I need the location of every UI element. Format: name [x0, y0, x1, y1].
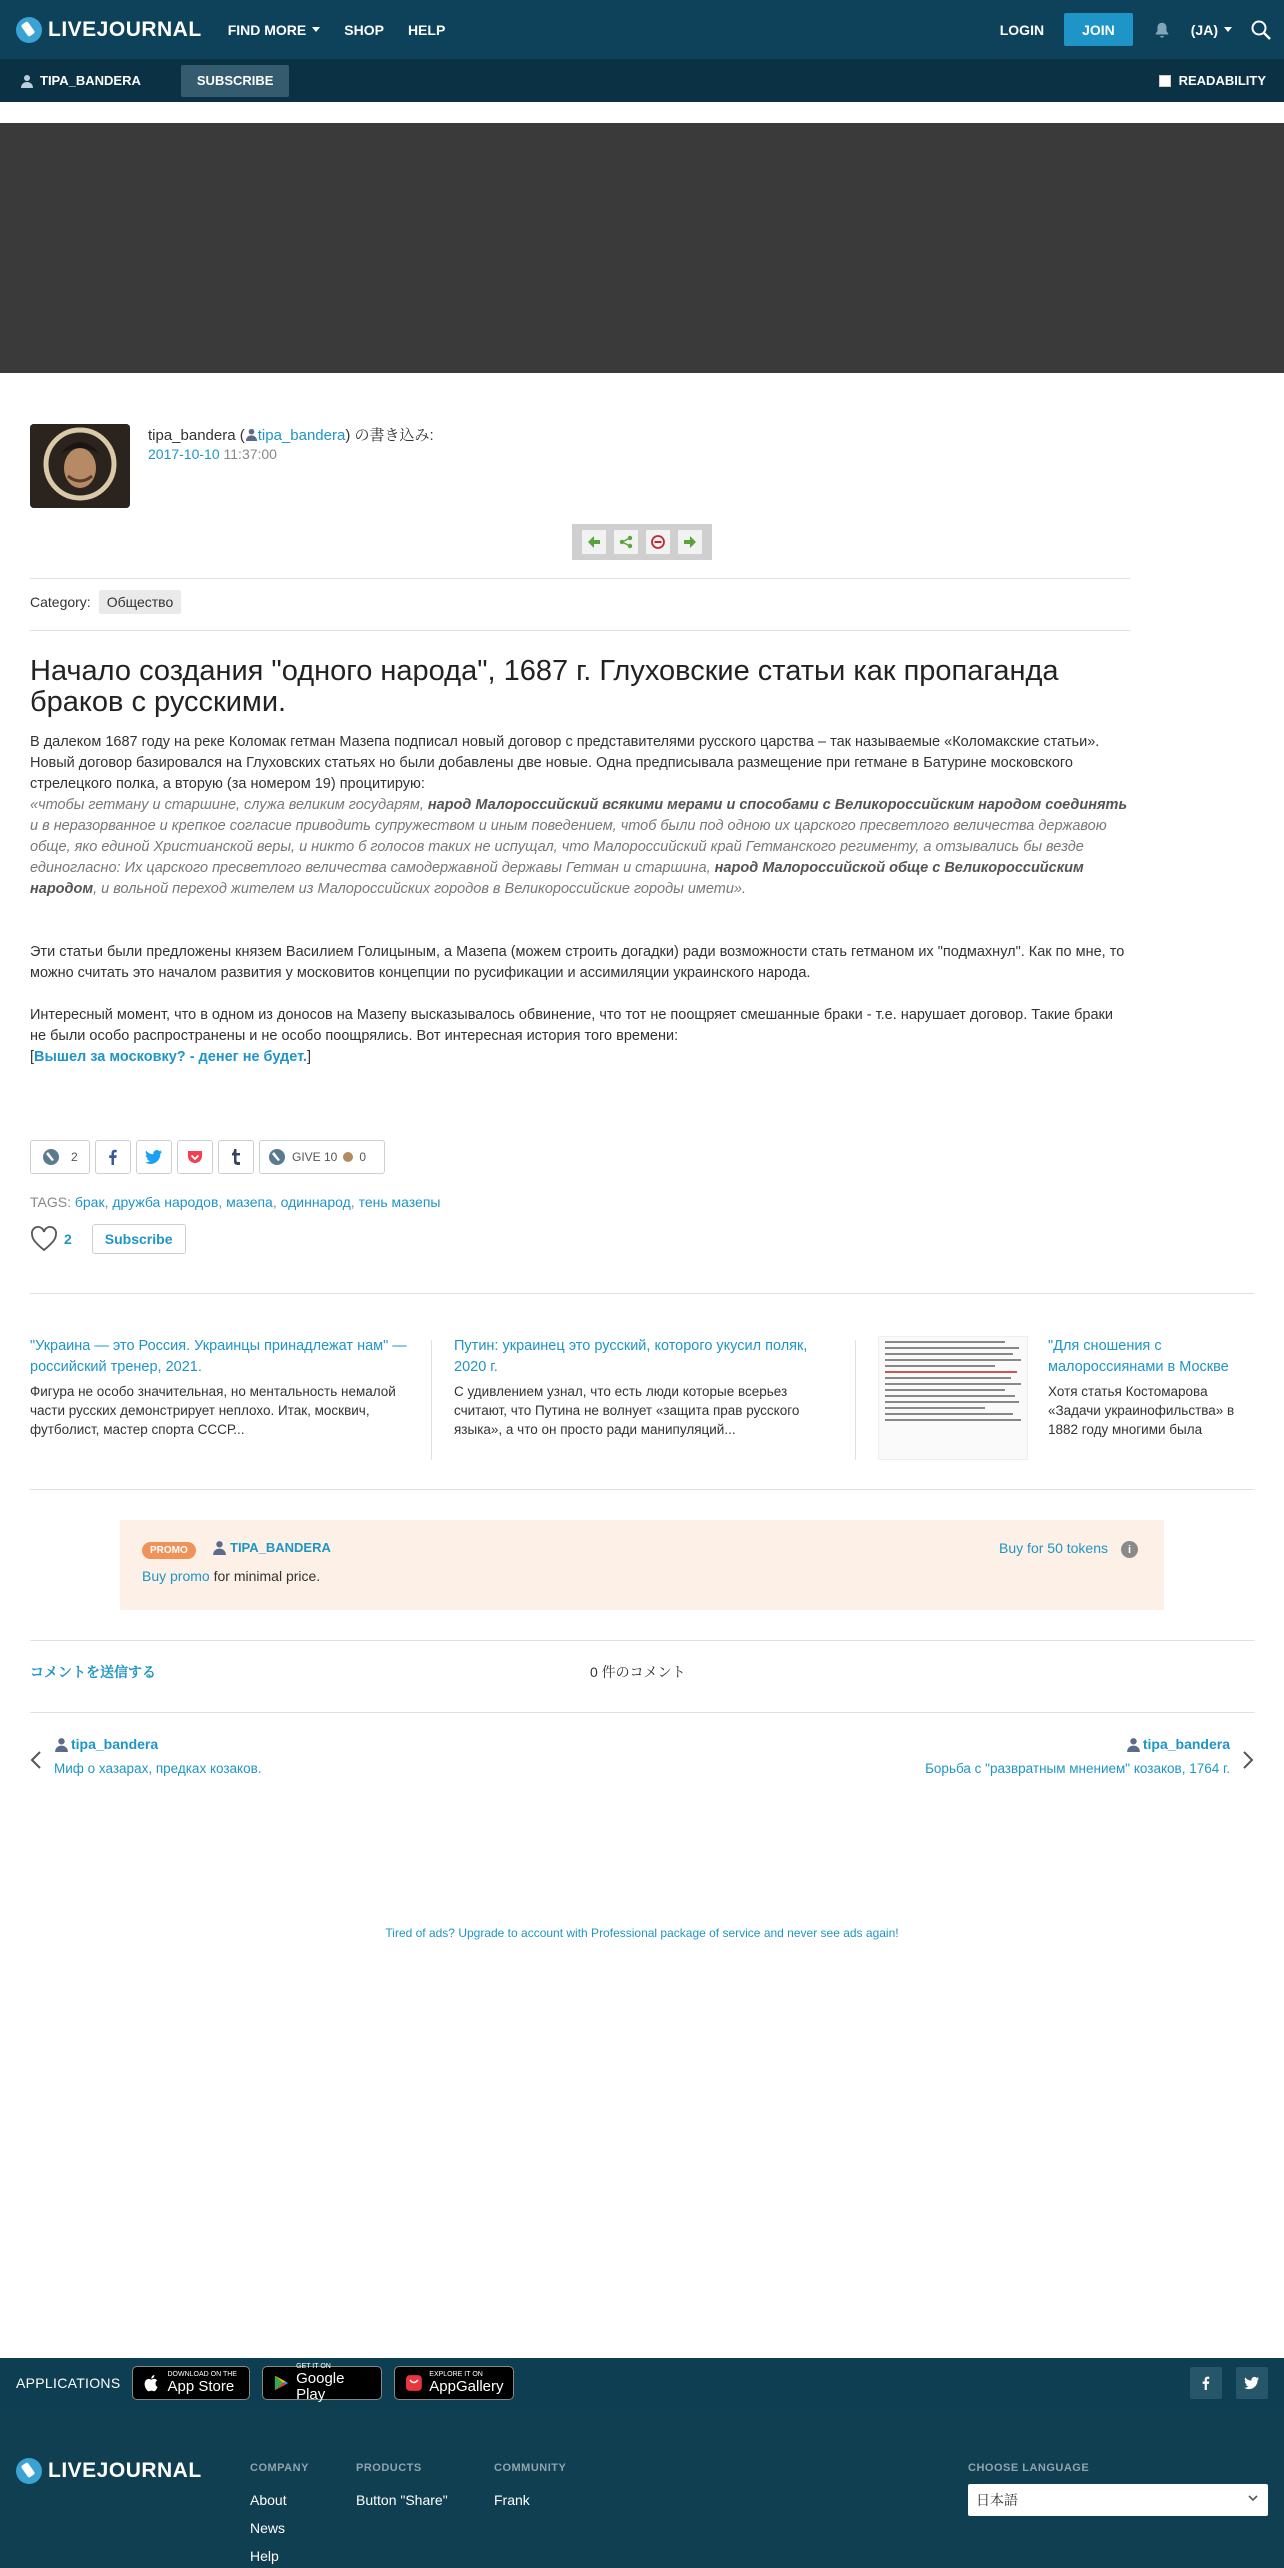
post-time: 11:37:00 [223, 446, 277, 462]
post-category [30, 590, 181, 614]
document-line [885, 1359, 1021, 1361]
store-name: App Store [167, 2378, 235, 2395]
author-link[interactable]: tipa_bandera [257, 427, 346, 444]
footer-products-column [356, 2462, 448, 2520]
facebook-icon [105, 1149, 121, 1165]
arrow-right-icon [683, 535, 697, 549]
share-row [30, 1140, 390, 1174]
previous-post[interactable] [30, 1736, 262, 1776]
chevron-down-icon [312, 27, 320, 32]
promo-suffix: for minimal price. [209, 1568, 321, 1584]
journal-bar [0, 59, 1284, 102]
chevron-down-icon [1224, 27, 1232, 32]
facebook-share-button[interactable] [95, 1140, 131, 1174]
document-line [885, 1419, 1021, 1421]
document-line [885, 1389, 1005, 1391]
footer-column-heading: CHOOSE LANGUAGE [968, 2462, 1090, 2474]
related-post[interactable] [454, 1336, 839, 1439]
post-paragraph [30, 1005, 1130, 1068]
readability-checkbox[interactable] [1159, 75, 1171, 87]
post-comment-link[interactable]: コメントを送信する [30, 1664, 156, 1680]
chevron-left-icon[interactable] [30, 1750, 42, 1770]
google-play-icon [273, 2374, 290, 2392]
quote-bold: народ Малороссийской обще с Великороссийским народом [30, 860, 1084, 897]
post-paragraph: Эти статьи были предложены князем Василием Голицыным, а Мазепа (можем строить догадки) ради возможности стать гетманом их "подмахнул". Как по мне, то можно считать это началом развития у московитов концепции по русификации и ассимиляции украинского народа. [30, 944, 1125, 981]
store-small-text: EXPLORE IT ON [429, 2371, 483, 2378]
document-line [885, 1341, 1005, 1343]
nav-find-more[interactable] [228, 22, 321, 38]
footer-help-link[interactable]: Help [250, 2548, 279, 2564]
appgallery-icon [405, 2374, 423, 2392]
document-line [885, 1413, 1013, 1415]
nav-help[interactable]: HELP [407, 21, 446, 38]
applications-label: APPLICATIONS [16, 2375, 121, 2391]
related-post-title[interactable]: "Украина — это Россия. Украинцы принадлежат нам" — российский тренер, 2021. [30, 1338, 407, 1375]
post-body [30, 732, 1130, 1068]
prev-post-user[interactable] [54, 1736, 158, 1752]
twitter-icon [145, 1149, 163, 1165]
document-line [885, 1365, 995, 1367]
document-line [885, 1401, 1019, 1403]
chevron-right-icon[interactable] [1242, 1750, 1254, 1770]
share-button[interactable] [614, 530, 638, 554]
divider [30, 1712, 1254, 1713]
related-post-text: Хотя статья Костомарова «Задачи украинофильства» в 1882 году многими была [1048, 1384, 1235, 1437]
related-post-title[interactable]: Путин: украинец это русский, которого укусил поляк, 2020 г. [454, 1338, 808, 1375]
footer-twitter-button[interactable] [1236, 2367, 1268, 2399]
post-author-line: tipa_bandera ( tipa_bandera) の書き込み: [148, 427, 434, 444]
store-small-text: GET IT ON [296, 2363, 331, 2370]
author-avatar[interactable] [30, 424, 130, 508]
footer-column-heading: COMPANY [250, 2462, 309, 2474]
divider [30, 1293, 1254, 1294]
tumblr-share-button[interactable] [218, 1140, 254, 1174]
bracket: [ [30, 1049, 35, 1065]
footer-news-link[interactable]: News [250, 2520, 286, 2536]
tag-link[interactable]: одиннарод [280, 1194, 351, 1210]
logo-text: LIVEJOURNAL [48, 2459, 202, 2482]
tumblr-icon [230, 1149, 242, 1165]
post-navigation [572, 524, 712, 560]
divider [431, 1340, 432, 1460]
readability-label: READABILITY [1178, 73, 1266, 88]
top-header [0, 0, 1284, 59]
post-paragraph-text: Интересный момент, что в одном из доносов на Мазепу высказывалось обвинение, что тот не поощряет смешанные браки - т.е. нарушает договор. Такие браки не были особо распространены и не особо поощрялись. Вот интересная история того времени: [30, 1007, 1113, 1044]
document-line [885, 1395, 1015, 1397]
next-entry-button[interactable] [678, 530, 702, 554]
promo-user-link[interactable] [212, 1540, 331, 1555]
twitter-icon [1244, 2376, 1260, 2390]
divider [30, 578, 1130, 579]
related-post[interactable] [30, 1336, 415, 1439]
comments-row [30, 1660, 1254, 1684]
quote-text: «чтобы гетману и старшине, служа великим государям, [30, 797, 424, 813]
quote-text: и в неразорванное и крепкое согласие приводить супружеством и иным поведением, чтоб были под одною их царского пресветлого величества державою обще, яко единой Христианской веры, и никто б голосов таких не испущал, что Малороссийский край Гетманского регименту, а отзывались бы везде единогласно: Их царского пресветлого величества самодержавной державы Гетман и старшина, [30, 818, 1107, 876]
journal-subscribe-button[interactable]: SUBSCRIBE [181, 65, 290, 97]
language-select[interactable] [968, 2484, 1268, 2516]
document-line [885, 1377, 1011, 1379]
tag-link[interactable]: дружба народов [112, 1194, 219, 1210]
store-name: AppGallery [429, 2378, 504, 2395]
divider [30, 1640, 1254, 1641]
divider [30, 1489, 1254, 1490]
footer-about-link[interactable]: About [250, 2492, 287, 2508]
readability-toggle[interactable] [1159, 73, 1266, 88]
logo-text: LIVEJOURNAL [48, 17, 202, 41]
footer-column-heading: COMMUNITY [494, 2462, 567, 2474]
related-post[interactable] [1048, 1336, 1254, 1439]
related-post-thumbnail[interactable] [878, 1336, 1028, 1460]
user-icon [20, 74, 34, 88]
lj-logo-icon [268, 1148, 286, 1166]
promo-username: TIPA_BANDERA [230, 1540, 331, 1555]
tag-link[interactable]: тень мазепы [358, 1194, 441, 1210]
login-link[interactable]: LOGIN [999, 21, 1045, 38]
next-post-title[interactable]: Борьба с "развратным мнением" козаков, 1764 г. [925, 1760, 1230, 1776]
document-line [885, 1407, 985, 1409]
avatar-image [30, 424, 130, 508]
facebook-icon [1199, 2376, 1213, 2390]
post-quote [30, 795, 1130, 900]
share-icon [619, 535, 633, 549]
subscribe-button[interactable]: Subscribe [92, 1224, 186, 1254]
language-select-value: 日本語 [976, 2492, 1018, 2508]
buy-promo-link[interactable]: Buy promo [142, 1568, 210, 1584]
language-label: (JA) [1190, 21, 1218, 38]
nav-find-more-label: FIND MORE [227, 21, 307, 38]
user-icon [245, 428, 258, 441]
buy-tokens-link[interactable]: Buy for 50 tokens [999, 1540, 1108, 1556]
document-line [885, 1353, 1013, 1355]
post-date-link[interactable]: 2017-10-10 [148, 446, 220, 462]
user-icon [54, 1737, 69, 1752]
info-icon[interactable]: i [1121, 1541, 1138, 1558]
tag-link[interactable]: брак [74, 1194, 105, 1210]
give-tokens-button[interactable] [259, 1140, 385, 1174]
coin-icon [343, 1152, 353, 1162]
ad-banner[interactable] [0, 123, 1284, 373]
pocket-share-button[interactable] [177, 1140, 213, 1174]
tag-link[interactable]: мазепа [226, 1194, 273, 1210]
promo-text [142, 1568, 320, 1584]
lj-logo-icon [42, 1148, 60, 1166]
document-line [885, 1347, 1019, 1349]
related-post-title[interactable]: "Для сношения с малороссиянами в Москве [1048, 1338, 1229, 1375]
top-right-controls [1000, 0, 1284, 59]
prev-post-username: tipa_bandera [71, 1736, 159, 1752]
appgallery-button[interactable] [394, 2366, 514, 2400]
flag-button[interactable] [646, 530, 670, 554]
user-icon [1126, 1737, 1141, 1752]
journal-user-link[interactable] [20, 73, 141, 88]
arrow-left-icon [587, 535, 601, 549]
comment-count: 0 件のコメント [590, 1664, 686, 1680]
language-switch[interactable] [1191, 22, 1232, 38]
footer-column-heading: PRODUCTS [356, 2462, 422, 2474]
like-row [30, 1224, 186, 1254]
next-post-user[interactable] [1126, 1736, 1230, 1752]
join-button[interactable]: JOIN [1064, 13, 1133, 46]
pocket-icon [187, 1150, 203, 1165]
top-nav [216, 22, 458, 38]
tags-label: TAGS: [30, 1194, 71, 1210]
footer [0, 2408, 1284, 2568]
quote-bold: народ Малороссийский всякими мерами и способами с Великороссийским народом соединять [427, 797, 1128, 813]
search-icon[interactable] [1250, 19, 1272, 41]
give-label: GIVE 10 [292, 1150, 338, 1164]
store-name: Google Play [296, 2370, 345, 2403]
google-play-button[interactable] [262, 2363, 382, 2403]
category-tag[interactable]: Общество [99, 590, 182, 614]
post-title: Начало создания "одного народа", 1687 г. Глуховские статьи как пропаганда браков с русскими. [30, 655, 1059, 718]
apple-icon [143, 2374, 161, 2392]
journal-username: TIPA_BANDERA [40, 73, 141, 88]
document-line [885, 1383, 1021, 1385]
like-count[interactable]: 2 [64, 1231, 72, 1247]
heart-icon[interactable] [30, 1226, 58, 1252]
user-icon [212, 1540, 227, 1555]
bracket: ] [306, 1049, 311, 1065]
related-post-text: Фигура не особо значительная, но ментальность немалой части русских демонстрирует неплохо. Итак, москвич, футболист, мастер спорта СССР... [30, 1384, 396, 1437]
promo-badge: PROMO [142, 1542, 196, 1559]
post-paragraph: В далеком 1687 году на реке Коломак гетман Мазепа подписал новый договор с представителями русского царства – так называемые «Коломакские статьи». Новый договор базировался на Глуховских статьях но были добавлены две новые. Одна предписывала размещение при гетмане в Батурине московского стрелецкого полка, а вторую (за номером 19) процитирую: [30, 734, 1100, 792]
twitter-share-button[interactable] [136, 1140, 172, 1174]
livejournal-logo-icon [16, 2458, 42, 2484]
lj-repost-button[interactable] [30, 1140, 90, 1174]
related-post-text: С удивлением узнал, что есть люди которые всерьез считают, что Путина не волнует «защита прав русского языка», а что он просто ради манипуляций... [454, 1384, 800, 1437]
bell-icon[interactable] [1153, 21, 1171, 39]
livejournal-logo-icon [16, 17, 42, 43]
chevron-down-icon [1248, 2493, 1258, 2503]
related-posts [30, 1336, 1254, 1460]
post-tags: TAGS: брак, дружба народов, мазепа, одиннарод, тень мазепы [30, 1194, 441, 1210]
post-inline-link[interactable]: Вышел за московку? - денег не будет. [34, 1049, 307, 1065]
footer-community-column [494, 2462, 566, 2520]
divider [30, 630, 1130, 631]
next-post[interactable] [925, 1736, 1254, 1776]
livejournal-logo[interactable] [16, 17, 202, 43]
document-line [885, 1371, 1017, 1373]
prev-post-title[interactable]: Миф о хазарах, предках козаков. [54, 1760, 262, 1776]
no-ads-upgrade-link[interactable]: Tired of ads? Upgrade to account with Professional package of service and never see ads again! [385, 1926, 899, 1940]
footer-company-column [250, 2462, 309, 2568]
app-store-button[interactable] [132, 2366, 250, 2400]
repost-count: 2 [70, 1150, 78, 1164]
footer-share-button-link[interactable]: Button "Share" [356, 2492, 448, 2508]
prev-entry-button[interactable] [582, 530, 606, 554]
store-small-text: DOWNLOAD ON THE [167, 2371, 237, 2378]
footer-facebook-button[interactable] [1190, 2367, 1222, 2399]
block-icon [651, 535, 665, 549]
quote-text: , и вольной переход жителем из Малороссийских городов в Великороссийские городы имети». [93, 881, 746, 897]
author-suffix: ) の書き込み: [345, 427, 434, 444]
category-label: Category: [30, 594, 91, 610]
footer-logo[interactable] [16, 2458, 202, 2484]
divider [855, 1340, 856, 1460]
promo-block [120, 1520, 1164, 1610]
give-count: 0 [359, 1150, 367, 1164]
applications-bar [0, 2358, 1284, 2408]
next-post-username: tipa_bandera [1142, 1736, 1230, 1752]
nav-shop[interactable]: SHOP [344, 21, 384, 38]
author-name: tipa_bandera [148, 427, 236, 444]
footer-frank-link[interactable]: Frank [494, 2492, 530, 2508]
post-date [148, 446, 277, 462]
